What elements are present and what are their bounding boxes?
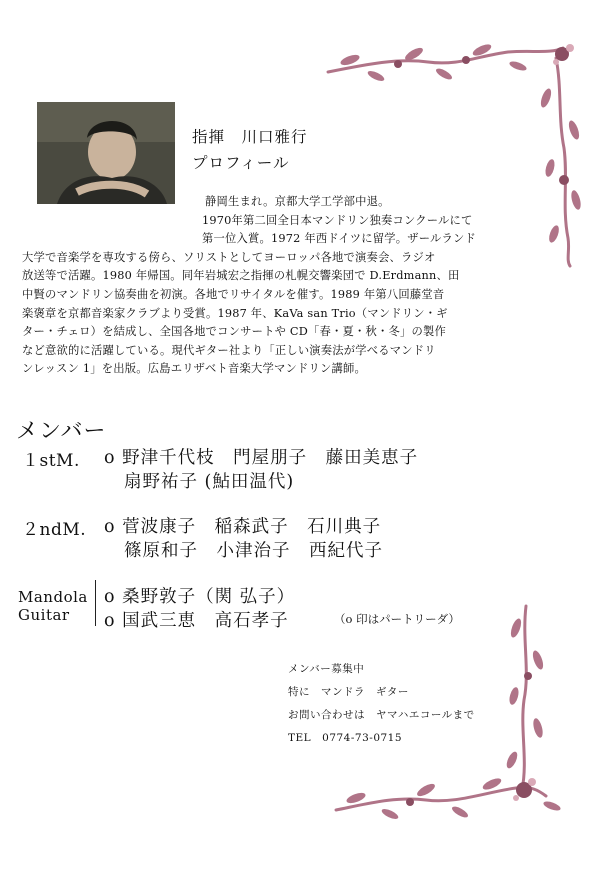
guitar-members: o 国武三恵 高石孝子 [104,611,289,631]
recruit-contact: お問い合わせは ヤマハエコールまで [288,709,475,721]
recruit-heading: メンバー募集中 [288,663,365,675]
bio-line: 静岡生まれ。京都大学工学部中退。 [205,195,390,208]
part-guitar: Guitar [18,606,70,624]
recruit-parts: 特に マンドラ ギター [288,686,409,698]
recruit-phone: TEL 0774-73-0715 [288,732,403,744]
bio-line: ンレッスン 1」を出版。広島エリザベト音楽大学マンドリン講師。 [22,362,366,376]
part-first-mandolin: １stM. [22,451,80,471]
conductor-biography [22,193,577,379]
bio-line: ター・チェロ）を結成し、全国各地でコンサートや CD「春・夏・秋・冬」の製作 [22,325,446,339]
bio-line: 大学で音楽学を専攻する傍ら、ソリストとしてヨーロッパ各地で演奏会、ラジオ [22,250,436,264]
bio-line: 放送等で活躍。1980 年帰国。同年岩城宏之指揮の札幌交響楽団で D.Erdmann、田 [22,269,460,283]
first-mandolin-members-line1: o 野津千代枝 門屋朋子 藤田美恵子 [104,448,419,468]
part-second-mandolin: ２ndM. [22,520,87,540]
part-mandola: Mandola [18,588,88,606]
bio-line: 楽褒章を京都音楽家クラブより受賞。1987 年、KaVa san Trio（マンドリン・ギ [22,306,448,320]
conductor-photo [37,102,175,204]
mandola-members: o 桑野敦子（関 弘子） [104,587,296,607]
profile-label: プロフィール [192,154,290,172]
section-divider [95,580,96,626]
bio-line: 中賢のマンドリン協奏曲を初演。各地でリサイタルを催す。1989 年第八回藤堂音 [22,287,445,301]
members-heading: メンバー [16,419,107,444]
conductor-name: 指揮 川口雅行 [192,128,308,146]
part-leader-note: （o 印はパートリーダ） [334,612,460,626]
second-mandolin-members-line1: o 菅波康子 稲森武子 石川典子 [104,517,382,537]
bio-line: 1970年第二回全日本マンドリン独奏コンクールにて [202,213,473,227]
bio-line: 第一位入賞。1972 年西ドイツに留学。ザールランド [202,232,476,246]
first-mandolin-members-line2: 扇野祐子 (鮎田温代) [124,472,295,492]
bio-line: など意欲的に活躍している。現代ギター社より「正しい演奏法が学べるマンドリ [22,343,436,357]
second-mandolin-members-line2: 篠原和子 小津治子 西紀代子 [124,541,383,561]
